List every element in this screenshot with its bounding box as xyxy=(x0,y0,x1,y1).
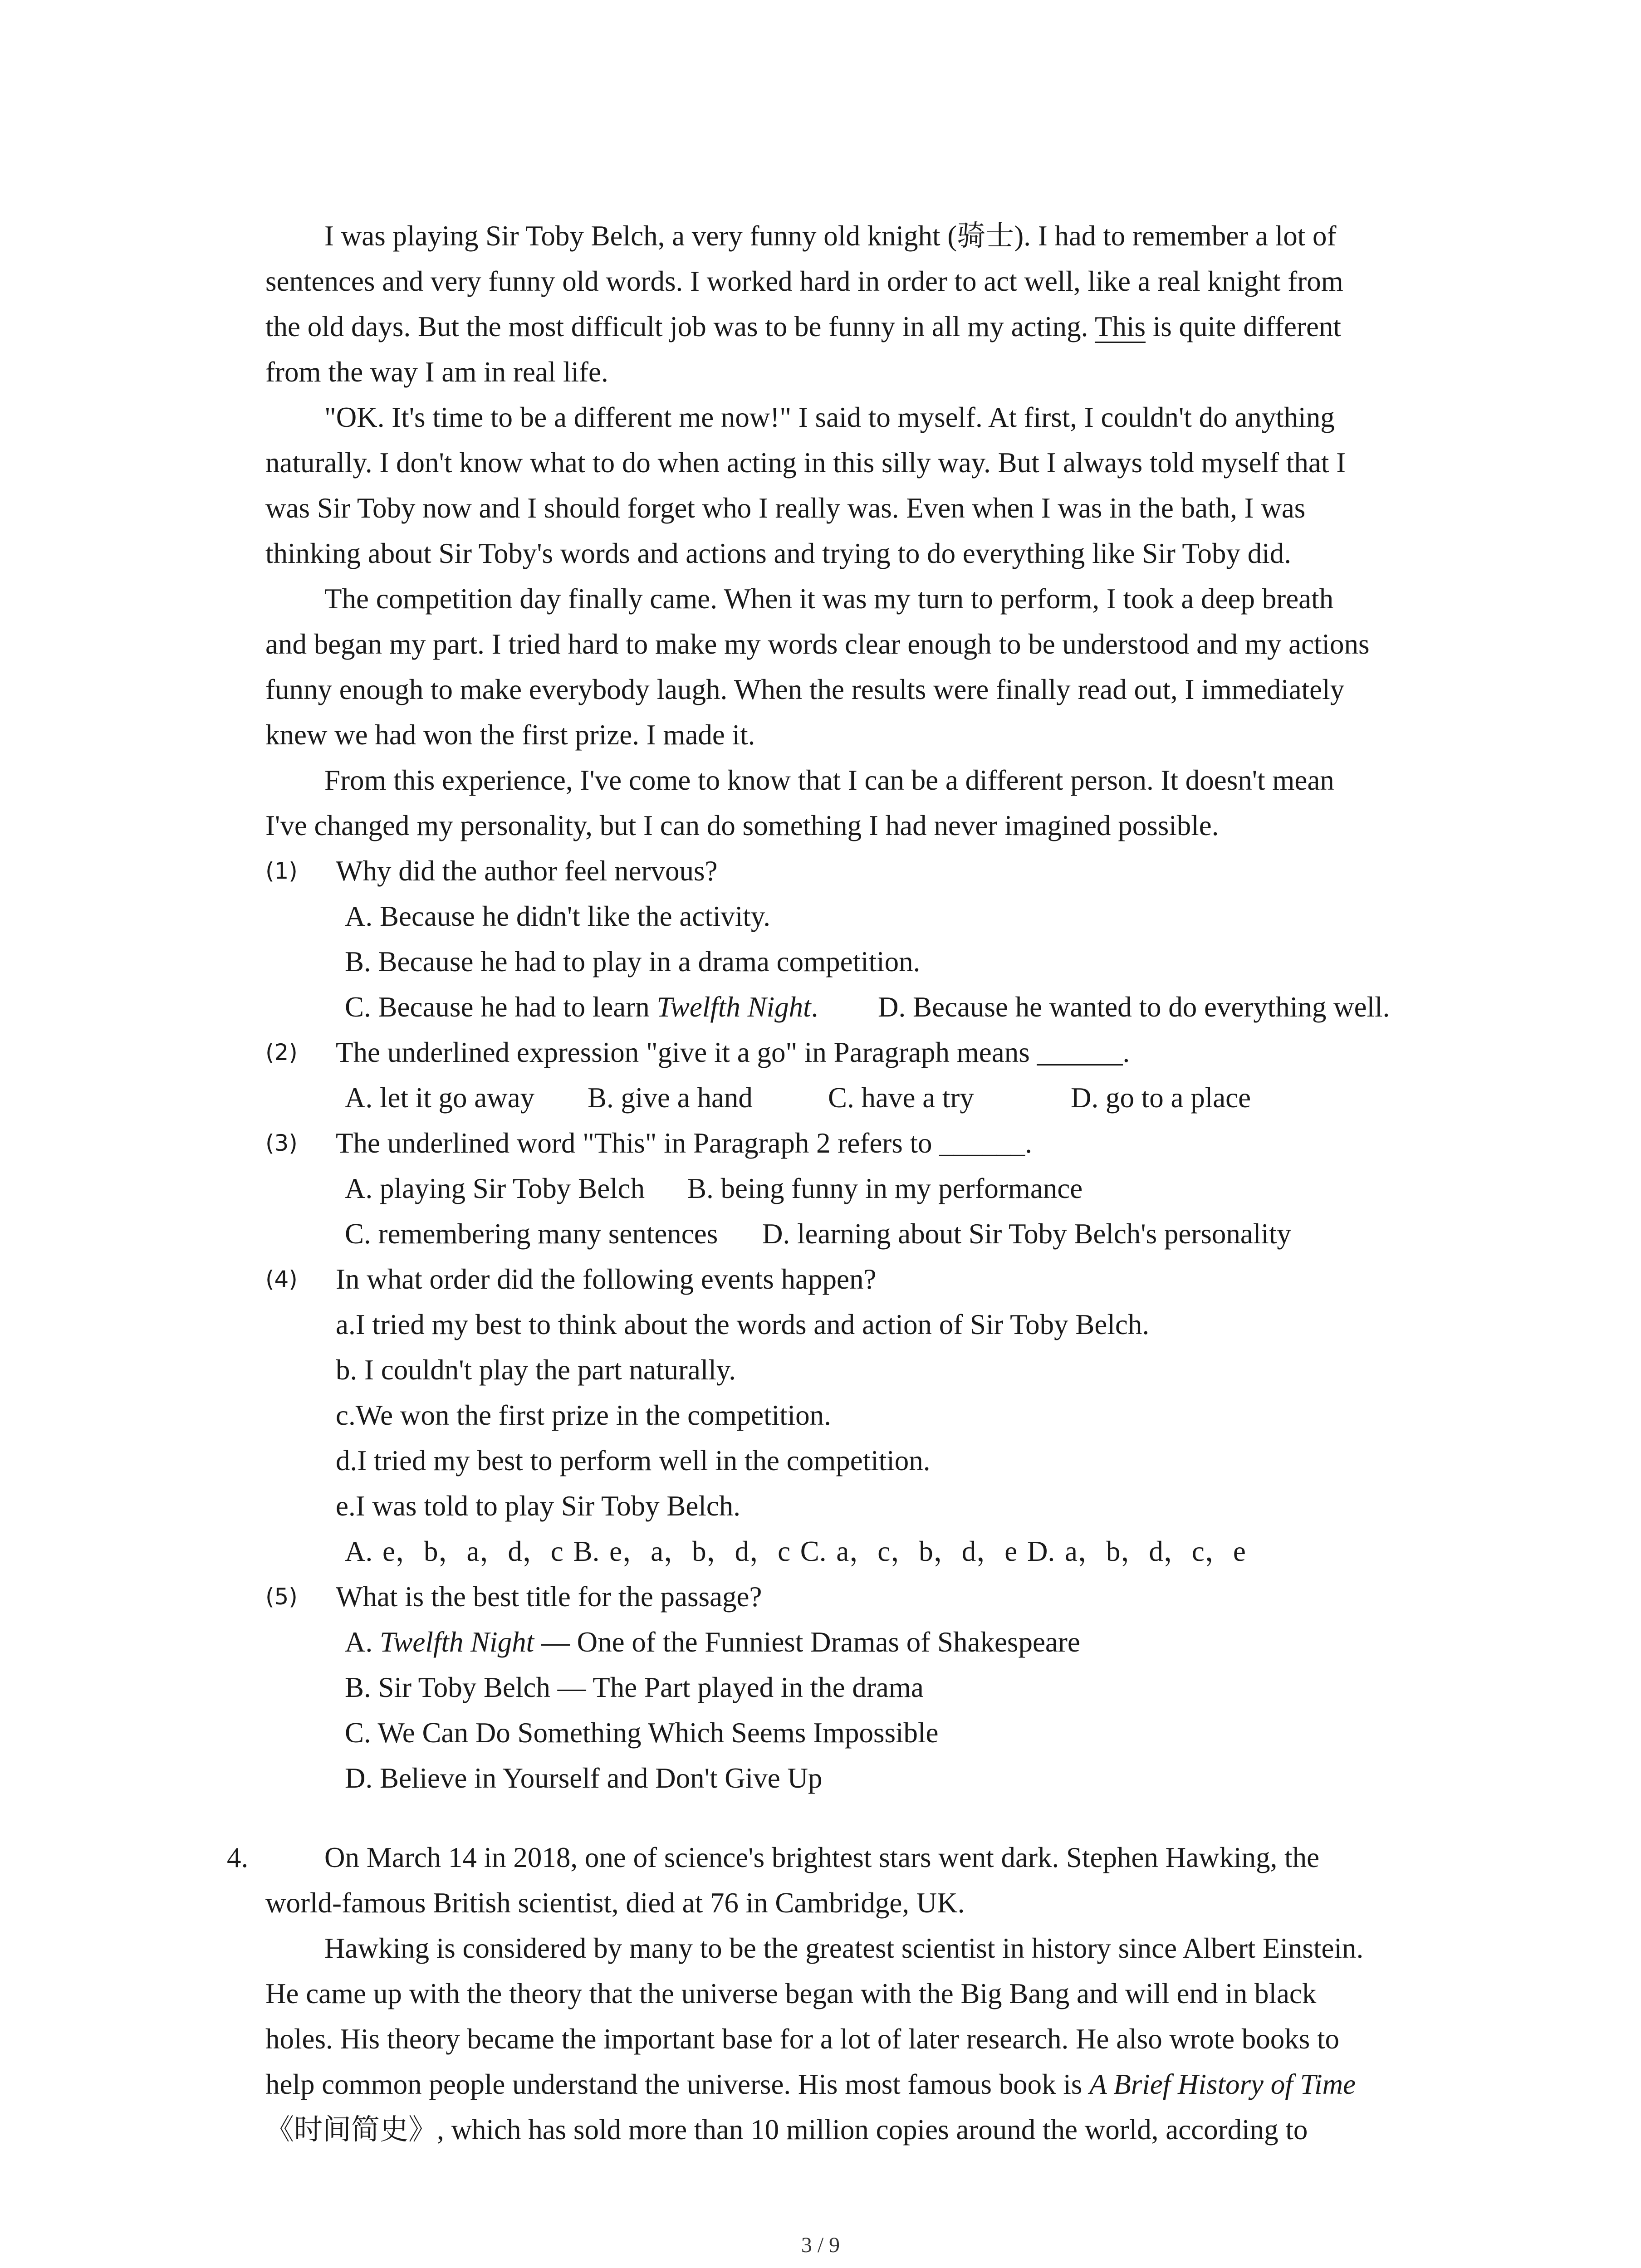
passage-line: knew we had won the first prize. I made it. xyxy=(265,719,755,751)
event-item: c.We won the first prize in the competition. xyxy=(336,1399,831,1431)
option-c: C. have a try xyxy=(828,1082,974,1114)
option-c: C. remembering many sentences xyxy=(345,1218,718,1250)
option-c: C. We Can Do Something Which Seems Impossible xyxy=(345,1717,939,1749)
option-a: A. Twelfth Night — One of the Funniest Dramas of Shakespeare xyxy=(345,1626,1080,1658)
option-b: B. Sir Toby Belch — The Part played in the drama xyxy=(345,1672,924,1703)
question-number: (3) xyxy=(265,1130,298,1156)
book-title: A Brief History of Time xyxy=(1089,2068,1356,2100)
passage-line: funny enough to make everybody laugh. When the results were finally read out, I immediately xyxy=(265,674,1345,705)
passage-line: was Sir Toby now and I should forget who I really was. Even when I was in the bath, I was xyxy=(265,492,1306,524)
passage-line: from the way I am in real life. xyxy=(265,356,608,388)
passage-line: "OK. It's time to be a different me now!" I said to myself. At first, I couldn't do anything xyxy=(324,401,1335,433)
passage-line: help common people understand the universe. His most famous book is A Brief History of Time xyxy=(265,2068,1356,2100)
question-number: 4. xyxy=(227,1842,249,1873)
option-a: A. let it go away xyxy=(345,1082,535,1114)
passage-line: I was playing Sir Toby Belch, a very funny old knight (骑士). I had to remember a lot of xyxy=(324,220,1337,252)
order-options: A. e，b，a，d，c B. e，a，b，d，c C. a，c，b，d，e D. a，b，d，c，e xyxy=(345,1535,1246,1567)
option-b: B. being funny in my performance xyxy=(687,1173,1083,1204)
event-item: e.I was told to play Sir Toby Belch. xyxy=(336,1490,741,1522)
option-d: D. go to a place xyxy=(1071,1082,1251,1114)
passage-line: The competition day finally came. When it was my turn to perform, I took a deep breath xyxy=(324,583,1334,615)
passage-line: the old days. But the most difficult job was to be funny in all my acting. This is quite different xyxy=(265,311,1341,342)
option-d: D. learning about Sir Toby Belch's personality xyxy=(762,1218,1291,1250)
option-a: A. playing Sir Toby Belch xyxy=(345,1173,645,1204)
question-number: (2) xyxy=(265,1039,298,1066)
question-stem: In what order did the following events happen? xyxy=(336,1263,877,1295)
option-d: D. Believe in Yourself and Don't Give Up xyxy=(345,1762,823,1794)
option-a: A. Because he didn't like the activity. xyxy=(345,900,770,932)
passage-line: Hawking is considered by many to be the greatest scientist in history since Albert Einstein. xyxy=(324,1932,1364,1964)
page-number: 3 / 9 xyxy=(801,2233,840,2257)
option-c: C. Because he had to learn Twelfth Night. xyxy=(345,991,818,1023)
underlined-word-this: This xyxy=(1094,311,1146,342)
passage-line: thinking about Sir Toby's words and actions and trying to do everything like Sir Toby did. xyxy=(265,538,1292,569)
question-stem: The underlined expression "give it a go" in Paragraph means ______. xyxy=(336,1036,1130,1068)
option-d: D. Because he wanted to do everything well. xyxy=(878,991,1390,1023)
option-b: B. Because he had to play in a drama competition. xyxy=(345,946,921,978)
question-number: (4) xyxy=(265,1266,298,1292)
event-item: b. I couldn't play the part naturally. xyxy=(336,1354,736,1386)
passage-line: world-famous British scientist, died at 76 in Cambridge, UK. xyxy=(265,1887,965,1919)
passage-line: and began my part. I tried hard to make my words clear enough to be understood and my actions xyxy=(265,628,1370,660)
question-stem: What is the best title for the passage? xyxy=(336,1581,762,1613)
event-item: a.I tried my best to think about the words and action of Sir Toby Belch. xyxy=(336,1309,1150,1340)
question-number: (1) xyxy=(265,858,298,884)
passage-line: naturally. I don't know what to do when acting in this silly way. But I always told myself that I xyxy=(265,447,1346,479)
question-number: (5) xyxy=(265,1584,298,1610)
question-stem: The underlined word "This" in Paragraph 2 refers to ______. xyxy=(336,1127,1033,1159)
question-stem: Why did the author feel nervous? xyxy=(336,855,718,887)
passage-line: holes. His theory became the important base for a lot of later research. He also wrote books to xyxy=(265,2023,1339,2055)
passage-line: He came up with the theory that the universe began with the Big Bang and will end in black xyxy=(265,1978,1317,2009)
passage-line: 《时间简史》, which has sold more than 10 million copies around the world, according to xyxy=(265,2114,1308,2146)
passage-line: sentences and very funny old words. I worked hard in order to act well, like a real knight from xyxy=(265,265,1343,297)
option-b: B. give a hand xyxy=(588,1082,753,1114)
event-item: d.I tried my best to perform well in the competition. xyxy=(336,1445,931,1476)
passage-line: From this experience, I've come to know that I can be a different person. It doesn't mean xyxy=(324,764,1334,796)
passage-line: I've changed my personality, but I can do something I had never imagined possible. xyxy=(265,810,1219,841)
passage-line: On March 14 in 2018, one of science's brightest stars went dark. Stephen Hawking, the xyxy=(324,1842,1320,1873)
